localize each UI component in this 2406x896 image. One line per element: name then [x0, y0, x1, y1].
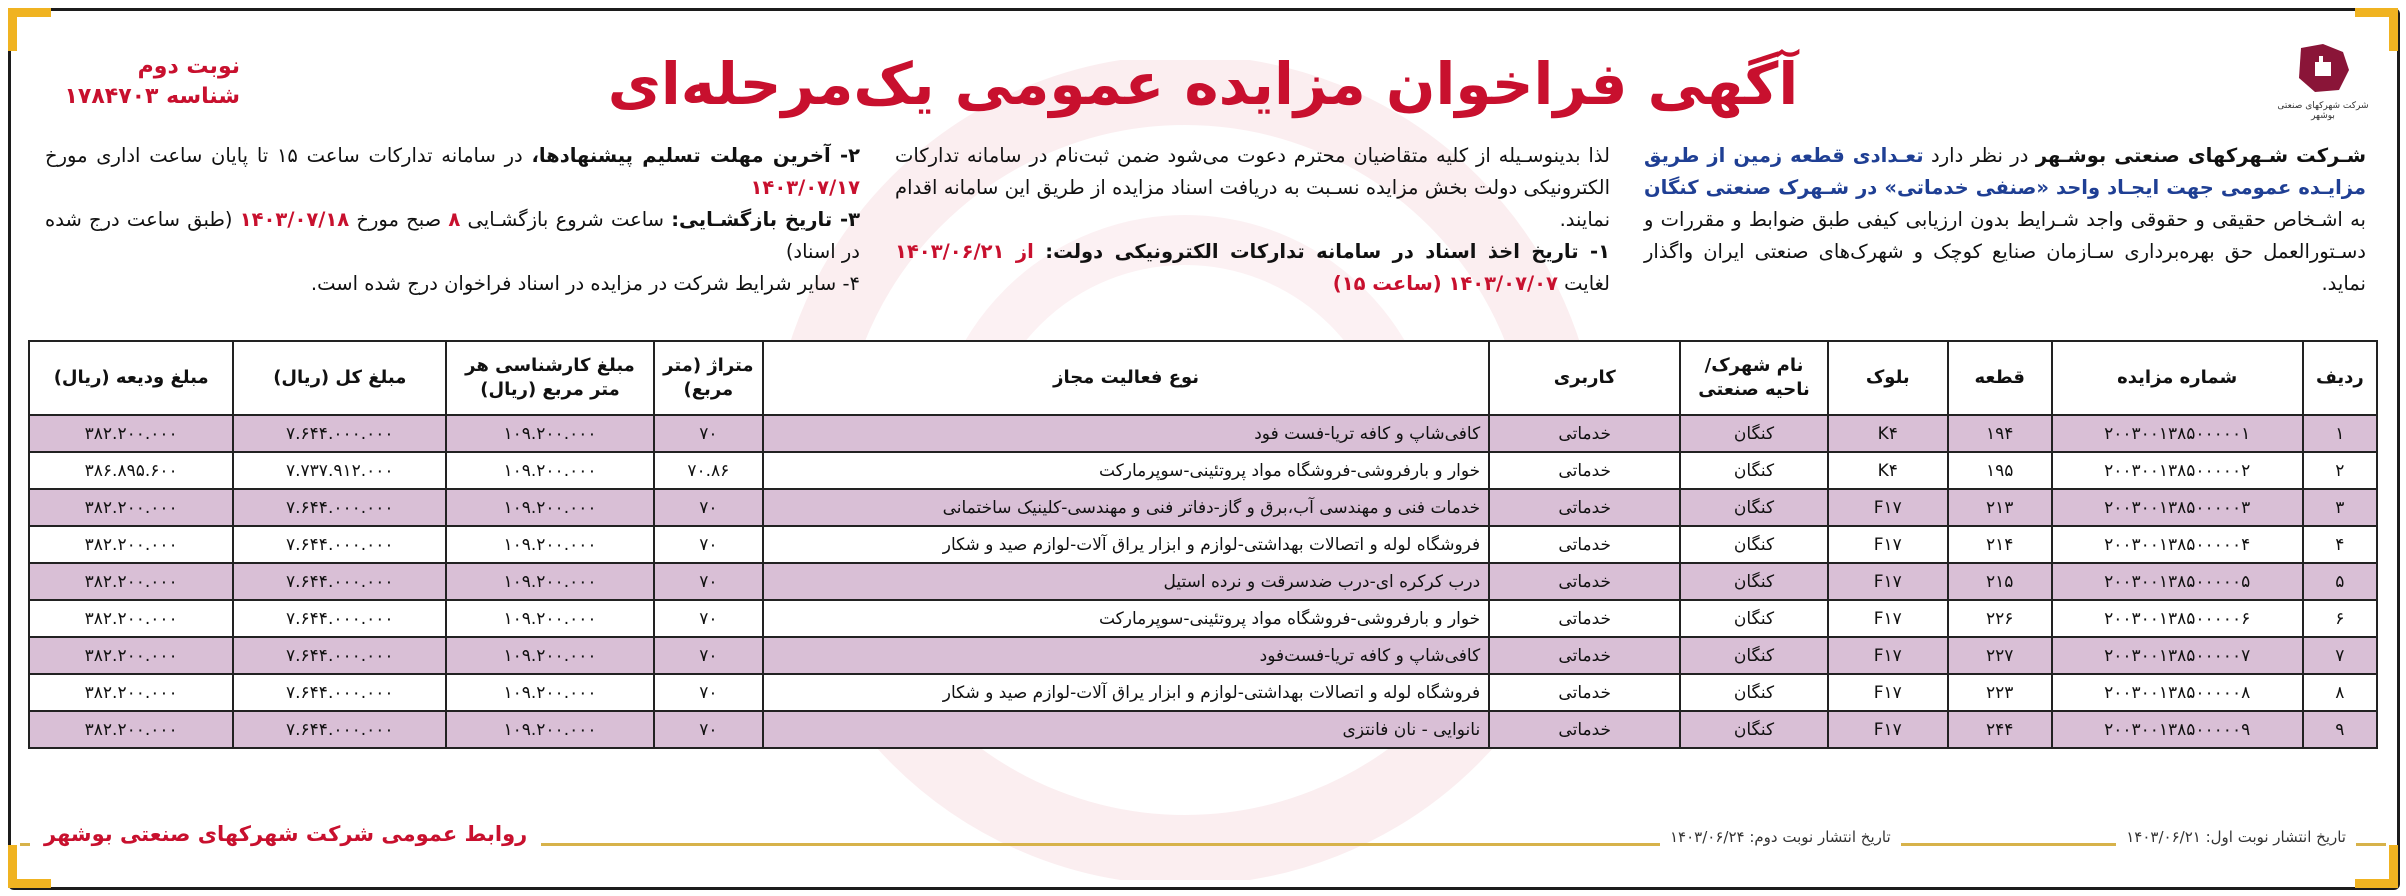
table-cell: کنگان [1680, 637, 1827, 674]
table-body [29, 415, 2377, 748]
table-cell: ۷۰ [654, 637, 763, 674]
item-2-date: ۱۴۰۳/۰۷/۱۷ [750, 176, 860, 199]
table-cell: ۳۸۶.۸۹۵.۶۰۰ [29, 452, 233, 489]
table-cell: کنگان [1680, 711, 1827, 748]
table-cell: ۷.۶۴۴.۰۰۰.۰۰۰ [233, 600, 446, 637]
table-cell: ۷۰.۸۶ [654, 452, 763, 489]
table-cell: کافی‌شاپ و کافه تریا-فست‌فود [763, 637, 1489, 674]
table-cell: ۷۰ [654, 600, 763, 637]
table-cell: ۱۹۵ [1948, 452, 2052, 489]
table-cell: خوار و بارفروشی-فروشگاه مواد پروتئینی-سوپرمارکت [763, 600, 1489, 637]
header-cell: متراژ (متر مربع) [654, 341, 763, 415]
table-cell: F۱۷ [1828, 600, 1948, 637]
table-row [29, 637, 2377, 674]
table-cell: کافی‌شاپ و کافه تریا-فست فود [763, 415, 1489, 452]
table-cell: ۱۰۹.۲۰۰.۰۰۰ [446, 674, 653, 711]
item-3-note: (طبق ساعت درج شده در اسناد) [45, 208, 860, 263]
item-3 [45, 204, 860, 268]
table-cell: ۱۰۹.۲۰۰.۰۰۰ [446, 711, 653, 748]
table-cell: نانوایی - نان فانتزی [763, 711, 1489, 748]
table-cell: ۷.۶۴۴.۰۰۰.۰۰۰ [233, 489, 446, 526]
header-cell: نوع فعالیت مجاز [763, 341, 1489, 415]
intro-highlight: تعـدادی قطعه زمین از طریق مزایـده عمومی جهت ایجـاد واحد «صنفی خدماتی» در شـهرک صنعتی کنگان [1644, 144, 2366, 199]
table-cell: خدماتی [1489, 637, 1680, 674]
table-cell: ۳۸۲.۲۰۰.۰۰۰ [29, 415, 233, 452]
table-cell: ۲۰۰۳۰۰۱۳۸۵۰۰۰۰۰۵ [2052, 563, 2303, 600]
header-cell: مبلغ کل (ریال) [233, 341, 446, 415]
table-header-row [29, 341, 2377, 415]
table-row [29, 563, 2377, 600]
table-cell: فروشگاه لوله و اتصالات بهداشتی-لوازم و ابزار یراق آلات-لوازم صید و شکار [763, 674, 1489, 711]
item-1-from: از ۱۴۰۳/۰۶/۲۱ [895, 240, 1034, 263]
second-publication-date: تاریخ انتشار نوبت دوم: ۱۴۰۳/۰۶/۲۴ [1660, 828, 1901, 846]
item-3-date: ۱۴۰۳/۰۷/۱۸ [239, 208, 350, 231]
public-relations-signature: روابط عمومی شرکت شهرکهای صنعتی بوشهر [30, 820, 541, 848]
table-cell: خدماتی [1489, 711, 1680, 748]
table-cell: خدماتی [1489, 600, 1680, 637]
table-cell: ۱۹۴ [1948, 415, 2052, 452]
table-cell: ۸ [2303, 674, 2377, 711]
middle-column [895, 140, 1610, 300]
table-cell: ۱ [2303, 415, 2377, 452]
header-cell: نام شهرک/ناحیه صنعتی [1680, 341, 1827, 415]
table-cell: ۱۰۹.۲۰۰.۰۰۰ [446, 637, 653, 674]
item-3-text2: صبح مورخ [349, 208, 449, 231]
table-cell: ۷۰ [654, 489, 763, 526]
intro-text: در نظر دارد [1923, 144, 2036, 167]
table-cell: ۲۱۵ [1948, 563, 2052, 600]
table-cell: کنگان [1680, 600, 1827, 637]
table-cell: ۷۰ [654, 526, 763, 563]
table-cell: کنگان [1680, 452, 1827, 489]
table-cell: ۷.۶۴۴.۰۰۰.۰۰۰ [233, 563, 446, 600]
table-cell: ۶ [2303, 600, 2377, 637]
item-4: ۴- سایر شرایط شرکت در مزایده در اسناد فراخوان درج شده است. [310, 272, 860, 295]
header-cell: ردیف [2303, 341, 2377, 415]
table-cell: F۱۷ [1828, 563, 1948, 600]
first-publication-date: تاریخ انتشار نوبت اول: ۱۴۰۳/۰۶/۲۱ [2116, 828, 2356, 846]
table-cell: ۳۸۲.۲۰۰.۰۰۰ [29, 637, 233, 674]
intro-column [1644, 140, 2366, 300]
table-cell: ۴ [2303, 526, 2377, 563]
table-row [29, 674, 2377, 711]
header-cell: بلوک [1828, 341, 1948, 415]
table-cell: ۳۸۲.۲۰۰.۰۰۰ [29, 600, 233, 637]
page-title: آگهی فراخوان مزایده عمومی یک‌مرحله‌ای [607, 50, 1799, 118]
table-cell: ۳ [2303, 489, 2377, 526]
item-1-label: ۱- تاریخ اخذ اسناد در سامانه تدارکات الکترونیکی دولت: [1033, 240, 1610, 263]
table-cell: فروشگاه لوله و اتصالات بهداشتی-لوازم و ابزار یراق آلات-لوازم صید و شکار [763, 526, 1489, 563]
item-2-label: ۲- آخرین مهلت تسلیم پیشنهادها، [531, 144, 860, 167]
auction-table [28, 340, 2378, 749]
table-cell: ۲۲۷ [1948, 637, 2052, 674]
table-cell: ۱۰۹.۲۰۰.۰۰۰ [446, 452, 653, 489]
item-3-hour: ۸ [448, 208, 461, 231]
middle-paragraph: لذا بدینوسـیله از کلیه متقاضیان محترم دعوت می‌شود ضمن ثبت‌نام در سامانه تدارکات الکترونیکی دولت بخش مزایده نسـبت به دریافت اسناد مزایده از طریق این سامانه اقدام نمایند. [895, 144, 1610, 231]
table-cell: F۱۷ [1828, 711, 1948, 748]
table-cell: درب کرکره ای-درب ضدسرقت و نرده استیل [763, 563, 1489, 600]
table-cell: ۳۸۲.۲۰۰.۰۰۰ [29, 526, 233, 563]
notice-id: شناسه ۱۷۸۴۷۰۳ [64, 84, 240, 109]
header-cell: کاربری [1489, 341, 1680, 415]
table-cell: ۷۰ [654, 415, 763, 452]
table-cell: ۷.۶۴۴.۰۰۰.۰۰۰ [233, 415, 446, 452]
header-cell: شماره مزایده [2052, 341, 2303, 415]
round-label: نوبت دوم [137, 54, 240, 79]
table-cell: ۲۰۰۳۰۰۱۳۸۵۰۰۰۰۰۲ [2052, 452, 2303, 489]
table-cell: ۲۰۰۳۰۰۱۳۸۵۰۰۰۰۰۱ [2052, 415, 2303, 452]
company-name: شـرکت شـهرکهای صنعتی بوشـهر [2035, 144, 2367, 167]
table-row [29, 452, 2377, 489]
table-cell: K۴ [1828, 415, 1948, 452]
item-1 [895, 236, 1610, 300]
header-cell: قطعه [1948, 341, 2052, 415]
table-cell: ۲ [2303, 452, 2377, 489]
table-cell: خدماتی [1489, 674, 1680, 711]
left-column [45, 140, 860, 300]
item-1-to: ۱۴۰۳/۰۷/۰۷ (ساعت ۱۵) [1332, 272, 1558, 295]
table-cell: ۷.۶۴۴.۰۰۰.۰۰۰ [233, 674, 446, 711]
item-3-text: ساعت شروع بازگشـایی [460, 208, 672, 231]
intro-text-end: به اشـخاص حقیقی و حقوقی واجد شـرایط بدون ارزیابی کیفی طبق ضوابط و مقررات و دسـتورالعمل حق بهره‌برداری سـازمان صنایع کوچک و شهرک‌های صنعتی ایران واگذار نماید. [1644, 208, 2366, 295]
table-cell: ۲۱۳ [1948, 489, 2052, 526]
table-cell: F۱۷ [1828, 674, 1948, 711]
table-cell: ۷۰ [654, 674, 763, 711]
table-cell: ۷.۷۳۷.۹۱۲.۰۰۰ [233, 452, 446, 489]
table-cell: خوار و بارفروشی-فروشگاه مواد پروتئینی-سوپرمارکت [763, 452, 1489, 489]
table-cell: ۵ [2303, 563, 2377, 600]
item-3-label: ۳- تاریخ بازگشـایی: [671, 208, 860, 231]
table-cell: ۲۰۰۳۰۰۱۳۸۵۰۰۰۰۰۳ [2052, 489, 2303, 526]
table-cell: ۳۸۲.۲۰۰.۰۰۰ [29, 711, 233, 748]
table-cell: ۲۰۰۳۰۰۱۳۸۵۰۰۰۰۰۷ [2052, 637, 2303, 674]
item-2 [45, 140, 860, 204]
table-cell: F۱۷ [1828, 526, 1948, 563]
table-cell: ۷.۶۴۴.۰۰۰.۰۰۰ [233, 637, 446, 674]
table-cell: کنگان [1680, 489, 1827, 526]
table-row [29, 600, 2377, 637]
table-cell: خدماتی [1489, 452, 1680, 489]
table-cell: ۷۰ [654, 711, 763, 748]
table-cell: کنگان [1680, 674, 1827, 711]
item-2-text: در سامانه تدارکات ساعت ۱۵ تا پایان ساعت اداری مورخ [45, 144, 532, 167]
table-cell: ۳۸۲.۲۰۰.۰۰۰ [29, 563, 233, 600]
table-cell: ۳۸۲.۲۰۰.۰۰۰ [29, 674, 233, 711]
table-cell: K۴ [1828, 452, 1948, 489]
table-cell: خدماتی [1489, 526, 1680, 563]
table-row [29, 711, 2377, 748]
table-cell: F۱۷ [1828, 489, 1948, 526]
table-row [29, 415, 2377, 452]
table-row [29, 526, 2377, 563]
table-cell: ۹ [2303, 711, 2377, 748]
table-cell: کنگان [1680, 526, 1827, 563]
table-cell: ۱۰۹.۲۰۰.۰۰۰ [446, 526, 653, 563]
table-cell: کنگان [1680, 415, 1827, 452]
table-cell: ۷.۶۴۴.۰۰۰.۰۰۰ [233, 711, 446, 748]
table-cell: خدمات فنی و مهندسی آب،برق و گاز-دفاتر فنی و مهندسی-کلینیک ساختمانی [763, 489, 1489, 526]
table-cell: ۲۰۰۳۰۰۱۳۸۵۰۰۰۰۰۸ [2052, 674, 2303, 711]
header-cell: مبلغ ودیعه (ریال) [29, 341, 233, 415]
logo-caption: شرکت شهرکهای صنعتی بوشهر [2277, 101, 2369, 121]
table-cell: ۲۰۰۳۰۰۱۳۸۵۰۰۰۰۰۶ [2052, 600, 2303, 637]
table-cell: کنگان [1680, 563, 1827, 600]
header-cell: مبلغ کارشناسی هر متر مربع (ریال) [446, 341, 653, 415]
table-cell: ۷ [2303, 637, 2377, 674]
table-cell: ۲۴۴ [1948, 711, 2052, 748]
table-cell: F۱۷ [1828, 637, 1948, 674]
table-cell: ۳۸۲.۲۰۰.۰۰۰ [29, 489, 233, 526]
table-cell: خدماتی [1489, 489, 1680, 526]
table-row [29, 489, 2377, 526]
table-cell: ۲۰۰۳۰۰۱۳۸۵۰۰۰۰۰۹ [2052, 711, 2303, 748]
table-cell: ۱۰۹.۲۰۰.۰۰۰ [446, 563, 653, 600]
table-cell: خدماتی [1489, 563, 1680, 600]
table-cell: ۱۰۹.۲۰۰.۰۰۰ [446, 415, 653, 452]
table-cell: ۱۰۹.۲۰۰.۰۰۰ [446, 489, 653, 526]
corner-ornament [8, 8, 51, 51]
intro-paragraph [1644, 140, 2366, 300]
table-cell: ۲۲۳ [1948, 674, 2052, 711]
table-cell: ۷.۶۴۴.۰۰۰.۰۰۰ [233, 526, 446, 563]
table-cell: ۲۲۶ [1948, 600, 2052, 637]
table-cell: ۱۰۹.۲۰۰.۰۰۰ [446, 600, 653, 637]
table-cell: ۲۱۴ [1948, 526, 2052, 563]
table-cell: ۷۰ [654, 563, 763, 600]
table-cell: ۲۰۰۳۰۰۱۳۸۵۰۰۰۰۰۴ [2052, 526, 2303, 563]
notice-id-block [40, 52, 240, 112]
table-cell: خدماتی [1489, 415, 1680, 452]
item-1-mid: لغایت [1557, 272, 1610, 295]
